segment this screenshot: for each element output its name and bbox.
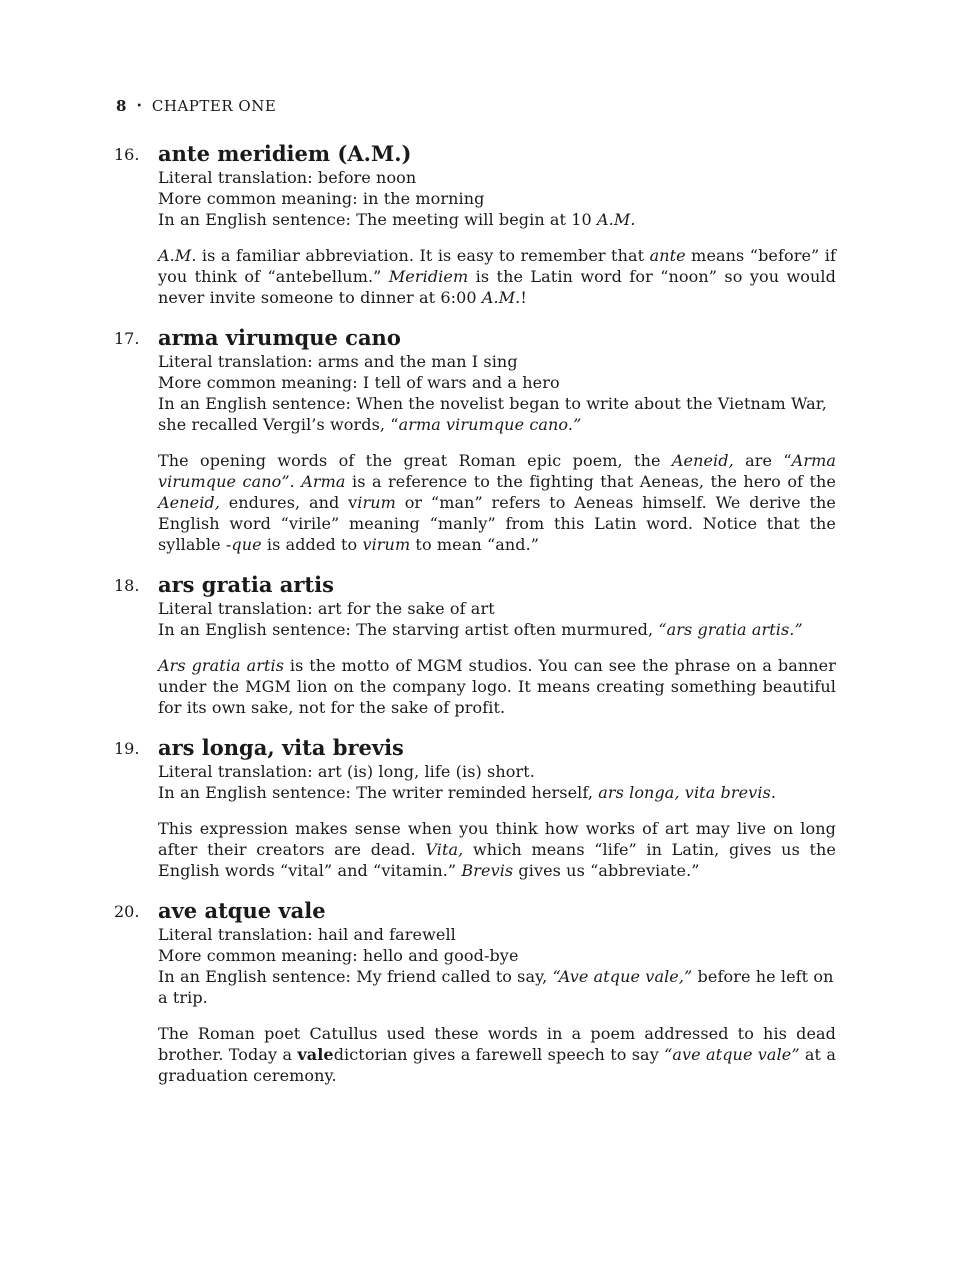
entry-term: ars gratia artis [158,572,334,597]
chapter-title: CHAPTER ONE [151,97,277,115]
explanation-paragraph: A.M. is a familiar abbreviation. It is easy to remember that ante means “before” if you think of “antebellum.” Meridiem is the Latin word for “noon” so you would never invite someone to dinner at 6:00 A.M.! [158,246,836,307]
explanation-paragraph: The Roman poet Catullus used these words in a poem addressed to his dead brother. Today a valedictorian gives a farewell speech to say “ave atque vale” at a graduation ceremony. [158,1024,837,1085]
entry-17 [114,325,836,555]
literal-translation: Literal translation: hail and farewell [158,925,456,944]
literal-translation: Literal translation: art (is) long, life (is) short. [158,762,535,781]
english-sentence: In an English sentence: The starving artist often murmured, “ars gratia artis.” [158,620,803,639]
english-sentence: In an English sentence: My friend called to say, “Ave atque vale,” before he left on a trip. [158,967,834,1007]
page-number: 8 [116,97,127,115]
running-header [116,97,276,115]
entry-16 [114,141,836,308]
entry-20 [114,898,836,1086]
explanation-paragraph: Ars gratia artis is the motto of MGM studios. You can see the phrase on a banner under the MGM lion on the company logo. It means creating something beautiful for its own sake, not for the sake of profit. [158,656,836,717]
english-sentence: In an English sentence: The meeting will begin at 10 A.M. [158,210,636,229]
entry-term: arma virumque cano [158,325,401,350]
entry-number: 18. [114,576,140,595]
explanation-paragraph: This expression makes sense when you think how works of art may live on long after their creators are dead. Vita, which means “life” in Latin, gives us the English words “vital” and “vitamin.” Brevis gives us “abbreviate.” [158,819,836,880]
english-sentence: In an English sentence: When the novelist began to write about the Vietnam War, she recalled Vergil’s words, “arma virumque cano.” [158,394,827,434]
literal-translation: Literal translation: arms and the man I sing [158,352,518,371]
english-sentence: In an English sentence: The writer reminded herself, ars longa, vita brevis. [158,783,777,802]
entry-18 [114,572,836,718]
explanation-paragraph: The opening words of the great Roman epic poem, the Aeneid, are “Arma virumque cano”. Arma is a reference to the fighting that Aeneas, the hero of the Aeneid, endures, and virum or “man” refers to Aeneas himself. We derive the English word “virile” meaning “manly” from this Latin word. Notice that the syllable -que is added to virum to mean “and.” [158,451,836,554]
entry-term: ante meridiem (A.M.) [158,141,412,166]
entry-number: 16. [114,145,140,164]
entry-number: 19. [114,739,140,758]
entry-number: 17. [114,329,140,348]
entry-term: ave atque vale [158,898,326,923]
entry-term: ars longa, vita brevis [158,735,404,760]
entry-19 [114,735,836,881]
common-meaning: More common meaning: in the morning [158,189,485,208]
header-separator: • [136,101,143,112]
literal-translation: Literal translation: before noon [158,168,417,187]
common-meaning: More common meaning: hello and good-bye [158,946,519,965]
common-meaning: More common meaning: I tell of wars and a hero [158,373,560,392]
literal-translation: Literal translation: art for the sake of art [158,599,495,618]
entry-number: 20. [114,902,140,921]
